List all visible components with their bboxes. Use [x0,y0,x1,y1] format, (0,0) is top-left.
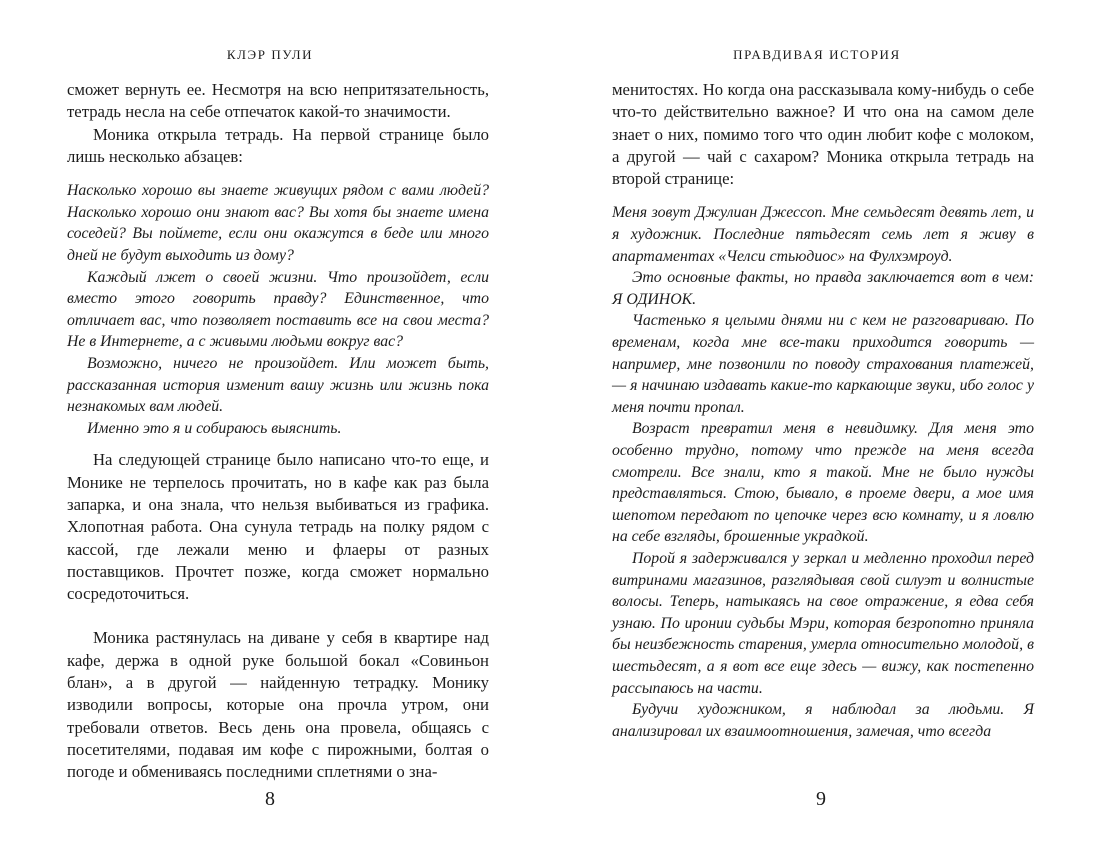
paragraph: сможет вернуть ее. Несмотря на всю непритязательность, тетрадь несла на себе отпечаток какой-то значимости. [67,80,489,122]
paragraph: На следующей странице было написано что-то еще, и Монике не терпелось прочитать, но в кафе как раз была запарка, и она знала, что нельзя выбиваться из графика. Хлопотная работа. Она сунула тетрадь на полку рядом с кассой, где лежали меню и флаеры от разных поставщиков. Прочтет позже, когда сможет нормально сосредоточиться. [67,450,489,604]
notebook-quote [67,180,489,439]
running-head-author: КЛЭР ПУЛИ [226,47,314,62]
paragraph: Моника открыла тетрадь. На первой странице было лишь несколько абзацев: [67,124,489,166]
quote-paragraph: Меня зовут Джулиан Джессоп. Мне семьдесят девять лет, и я художник. Последние пятьдесят семь лет я живу в апартаментах «Челси стьюдиос» на Фулхэмроуд. [612,204,1034,265]
quote-paragraph: Каждый лжет о своей жизни. Что произойдет, если вместо этого говорить правду? Единственное, что отличает вас, что позволяет поставить все на свои места? Не в Интернете, а с живыми людьми вокруг вас? [67,268,489,351]
right-page [612,0,1034,861]
running-head-title: ПРАВДИВАЯ ИСТОРИЯ [733,47,901,62]
section-break [67,605,489,627]
quote-paragraph: Возраст превратил меня в невидимку. Для меня это особенно трудно, потому что прежде на меня всегда смотрели. Все знали, кто я такой. Мне не было нужды представляться. Стою, бывало, в проеме двери, а мое имя шепотом передают по цепочке через всю комнату, и я ловлю на себе взгляды, брошенные украдкой. [612,420,1034,546]
left-page [67,0,489,861]
quote-paragraph: Будучи художником, я наблюдал за людьми. Я анализировал их взаимоотношения, замечая, что всегда [612,701,1034,740]
paragraph: Моника растянулась на диване у себя в квартире над кафе, держа в одной руке большой бокал «Совиньон блан», а в другой — найденную тетрадку. Монику изводили вопросы, которые она прочла утром, они требовали ответов. Весь день она провела, общаясь с посетителями, подавая им кофе с пирожными, болтая о погоде и обмениваясь последними сплетнями о зна- [67,628,489,782]
page-number: 9 [816,788,826,810]
left-page-text [67,79,489,783]
quote-paragraph: Именно это я и собираюсь выяснить. [87,419,342,437]
right-page-text [612,79,1034,752]
page-number: 8 [265,788,275,810]
paragraph: менитостях. Но когда она рассказывала кому-нибудь о себе что-то действительно важное? И что она на самом деле знает о них, помимо того что один любит кофе с молоком, а другой — чай с сахаром? Моника открыла тетрадь на второй странице: [612,80,1034,189]
quote-paragraph: Насколько хорошо вы знаете живущих рядом с вами людей? Насколько хорошо они знают вас? Вы хотя бы знаете имена соседей? Вы поймете, если они окажутся в беде или много дней не будут выходить из дому? [67,182,489,264]
quote-paragraph: Порой я задерживался у зеркал и медленно проходил перед витринами магазинов, разглядывая свой силуэт и волнистые волосы. Теперь, натыкаясь на свое отражение, я едва себя узнаю. По иронии судьбы Мэри, которая безропотно приняла бы неизбежность старения, умерла относительно молодой, в шестьдесят, а я вот все еще здесь — вижу, как постепенно рассыпаюсь на части. [612,549,1034,697]
quote-paragraph: Частенько я целыми днями ни с кем не разговариваю. По временам, когда мне все-таки приходится говорить — например, мне позвонили по поводу страхования платежей, — я начинаю издавать какие-то каркающие звуки, ибо голос у меня почти пропал. [612,312,1034,416]
quote-paragraph: Возможно, ничего не произойдет. Или может быть, рассказанная история изменит вашу жизнь или жизнь пока незнакомых вам людей. [67,354,489,416]
quote-paragraph: Это основные факты, но правда заключается вот в чем: Я ОДИНОК. [612,269,1034,308]
notebook-quote [612,202,1034,742]
